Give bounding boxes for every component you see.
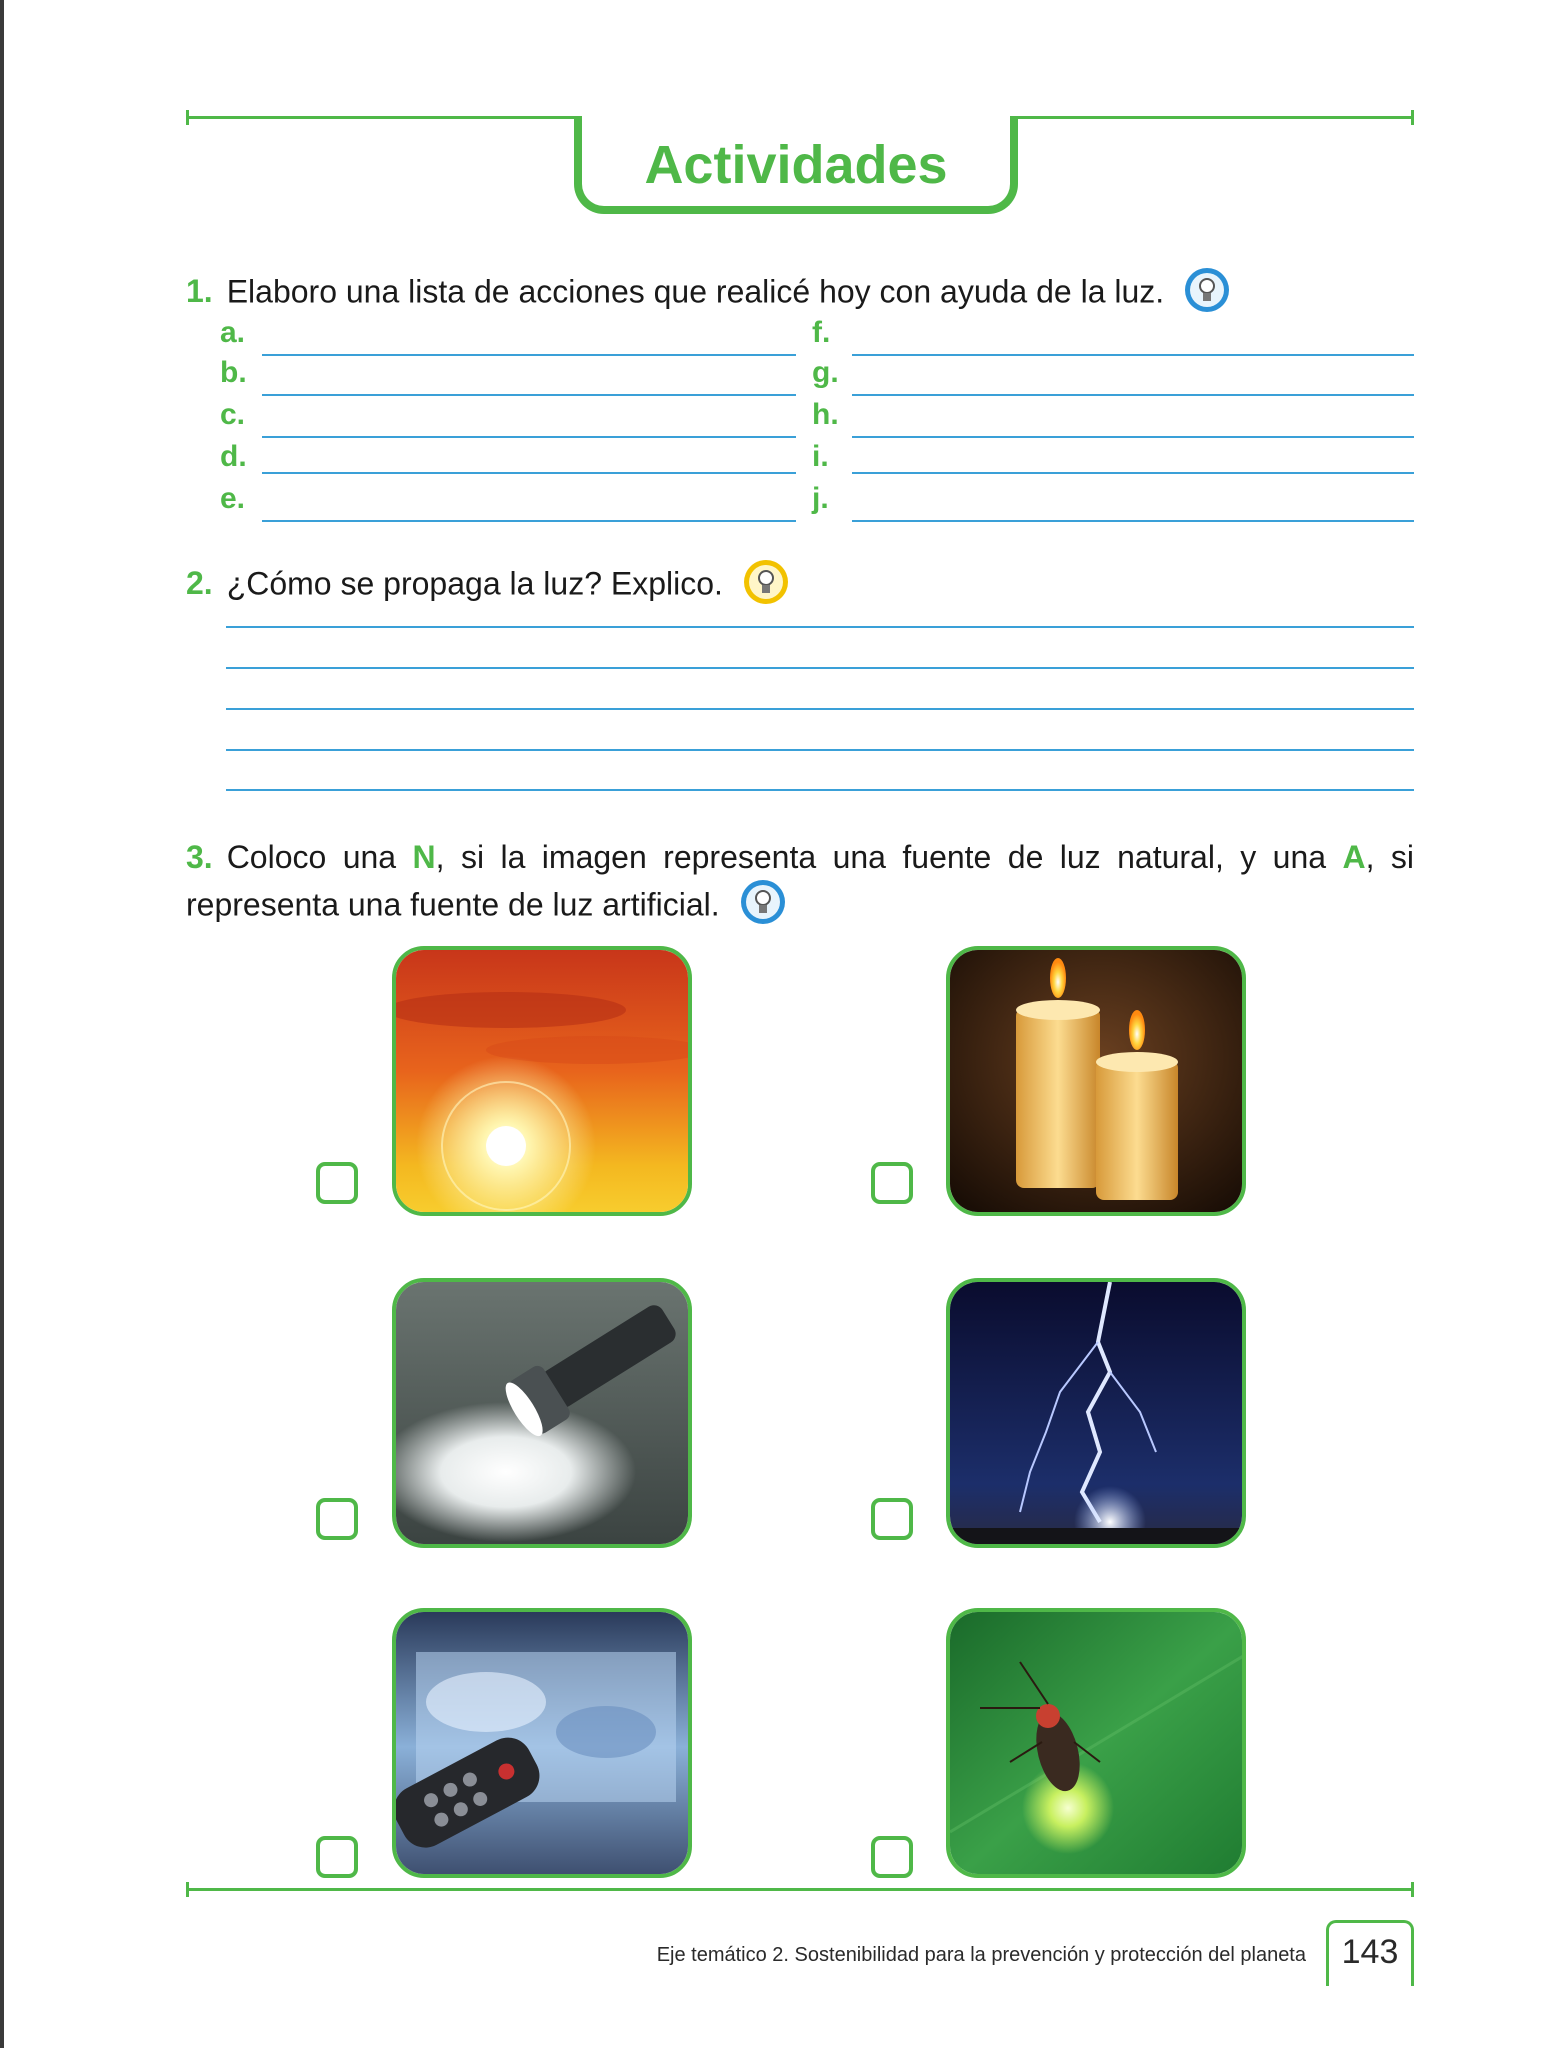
question-3-number: 3. — [186, 839, 213, 875]
answer-checkbox[interactable] — [871, 1498, 913, 1540]
item-label: d. — [220, 440, 247, 473]
answer-line[interactable] — [852, 394, 1414, 396]
question-1-number: 1. — [186, 273, 213, 310]
answer-line[interactable] — [226, 789, 1414, 791]
question-2-text: ¿Cómo se propaga la luz? Explico. — [226, 565, 723, 602]
lightbulb-icon — [1183, 266, 1231, 322]
lightbulb-icon — [739, 878, 787, 936]
question-1 — [186, 266, 1231, 322]
page-number: 143 — [1341, 1933, 1399, 1971]
answer-line[interactable] — [262, 436, 796, 438]
item-label: f. — [812, 316, 831, 349]
answer-checkbox[interactable] — [316, 1836, 358, 1878]
question-3-text-3: , si representa una fuente de luz artificial. — [186, 839, 1415, 923]
item-label: h. — [812, 398, 839, 431]
candles-image — [946, 946, 1246, 1216]
answer-line[interactable] — [226, 626, 1414, 628]
answer-checkbox[interactable] — [316, 1498, 358, 1540]
answer-checkbox[interactable] — [871, 1836, 913, 1878]
item-label: a. — [220, 316, 246, 349]
item-label: g. — [812, 356, 839, 389]
title-tab — [574, 116, 1018, 214]
item-label: j. — [812, 482, 829, 515]
answer-line[interactable] — [262, 394, 796, 396]
item-label: e. — [220, 482, 246, 515]
bottom-rule — [186, 1888, 1414, 1891]
natural-letter: N — [412, 839, 436, 875]
answer-line[interactable] — [262, 472, 796, 474]
item-label: c. — [220, 398, 246, 431]
footer-text: Eje temático 2. Sostenibilidad para la prevención y protección del planeta — [656, 1944, 1306, 1966]
answer-line[interactable] — [852, 520, 1414, 522]
lightbulb-icon — [742, 558, 790, 614]
question-1-text: Elaboro una lista de acciones que realicé hoy con ayuda de la luz. — [226, 273, 1165, 310]
answer-line[interactable] — [262, 520, 796, 522]
answer-line[interactable] — [852, 354, 1414, 356]
answer-line[interactable] — [852, 472, 1414, 474]
item-label: b. — [220, 356, 247, 389]
item-label: i. — [812, 440, 829, 473]
answer-line[interactable] — [226, 708, 1414, 710]
sun-image — [392, 946, 692, 1216]
firefly-image — [946, 1608, 1246, 1878]
page-number-box — [1326, 1920, 1414, 1986]
answer-line[interactable] — [852, 436, 1414, 438]
answer-checkbox[interactable] — [871, 1162, 913, 1204]
artificial-letter: A — [1342, 839, 1366, 875]
question-2 — [186, 558, 790, 614]
question-3 — [186, 836, 1414, 936]
lightning-image — [946, 1278, 1246, 1548]
question-3-text-1: Coloco una — [226, 839, 413, 875]
question-2-number: 2. — [186, 565, 213, 602]
question-3-text-2: , si la imagen representa una fuente de luz natural, y una — [435, 839, 1343, 875]
flashlight-image — [392, 1278, 692, 1548]
television-remote-image — [392, 1608, 692, 1878]
page-edge — [0, 0, 4, 2048]
answer-checkbox[interactable] — [316, 1162, 358, 1204]
answer-line[interactable] — [226, 749, 1414, 751]
page-title: Actividades — [644, 135, 948, 195]
answer-line[interactable] — [262, 354, 796, 356]
answer-line[interactable] — [226, 667, 1414, 669]
